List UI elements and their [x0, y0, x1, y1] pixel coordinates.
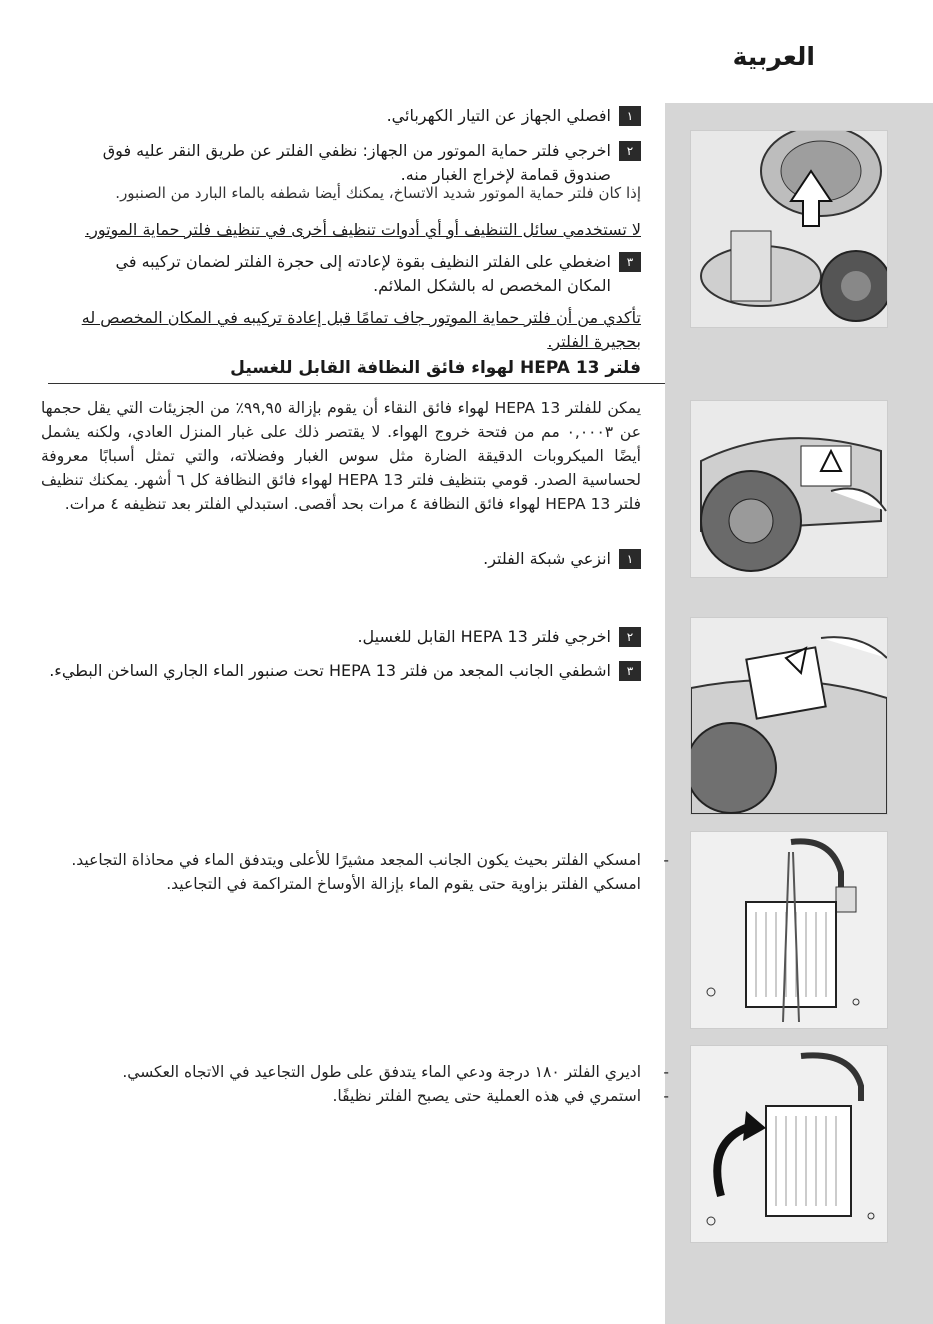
step-number: ٣: [619, 661, 641, 681]
section-heading: فلتر HEPA 13 لهواء فائق النظافة القابل للغسيل: [230, 358, 641, 378]
step-text: اضغطي على الفلتر النظيف بقوة لإعادته إلى حجرة الفلتر لضمان تركيبه في المكان المخصص له بالشكل الملائم.: [115, 252, 611, 295]
section-divider: [48, 383, 665, 384]
dash-mark: -: [663, 1063, 669, 1081]
language-title: العربية: [732, 42, 815, 71]
step-text: اشطفي الجانب المجعد من فلتر HEPA 13 تحت صنبور الماء الجاري الساخن البطيء.: [49, 661, 611, 680]
step-3: [86, 250, 641, 298]
step-text: اخرجي فلتر حماية الموتور من الجهاز: نظفي الفلتر عن طريق النقر عليه فوق صندوق قمامة لإخراج الغبار منه.: [102, 141, 611, 184]
step-text: انزعي شبكة الفلتر.: [483, 549, 611, 568]
dash-mark: -: [663, 1087, 669, 1105]
dash-text: امسكي الفلتر بحيث يكون الجانب المجعد مشيرًا للأعلى ويتدفق الماء في محاذاة التجاعيد.: [71, 851, 641, 869]
dash-text: اديري الفلتر ١٨٠ درجة ودعي الماء يتدفق على طول التجاعيد في الاتجاه العكسي.: [122, 1063, 641, 1081]
section-paragraph: يمكن للفلتر HEPA 13 لهواء فائق النقاء أن يقوم بإزالة ٩٩,٩٥٪ من الجزيئات التي يقل حجمها عن ٠,٠٠٠٣ مم من فتحة خروج الهواء. لا يقتصر ذلك على غبار المنزل العادي، ولكنه يشمل أيضًا الميكروبات الدقيقة الضارة مثل سوس الغبار وفضلاته، والتي تمثل أسبابًا معروفة لحساسية الصدر. قومي بتنظيف فلتر HEPA 13 لهواء فائق النظافة كل ٦ أشهر. يمكنك تنظيف فلتر HEPA 13 لهواء فائق النظافة ٤ مرات بحد أقصى. استبدلي الفلتر بعد تنظيفه ٤ مرات.: [41, 399, 642, 513]
step-b1: [483, 547, 641, 571]
step-b3: [49, 659, 641, 683]
step-number: ٢: [619, 141, 641, 161]
dash-text: امسكي الفلتر بزاوية حتى يقوم الماء بإزالة الأوساخ المتراكمة في التجاعيد.: [166, 875, 641, 893]
dash-item: [71, 848, 669, 872]
note-text: إذا كان فلتر حماية الموتور شديد الاتساخ، يمكنك أيضا شطفه بالماء البارد من الصنبور.: [115, 184, 641, 202]
dash-item: [122, 1060, 669, 1084]
illustration-rinse-filter: [690, 831, 888, 1029]
warning-text-2: تأكدي من أن فلتر حماية الموتور جاف تمامًا قبل إعادة تركيبه في المكان المخصص له بحجيرة الفلتر.: [81, 308, 641, 351]
dash-text: استمري في هذه العملية حتى يصبح الفلتر نظيفًا.: [332, 1087, 641, 1105]
step-number: ١: [619, 549, 641, 569]
illustration-filter-grid: [690, 400, 888, 578]
step-b2: [357, 625, 641, 649]
step-2: [86, 139, 641, 187]
dash-item: [332, 1084, 669, 1108]
step-text: افصلي الجهاز عن التيار الكهربائي.: [386, 106, 611, 125]
step-number: ١: [619, 106, 641, 126]
step-number: ٢: [619, 627, 641, 647]
illustration-motor-filter: [690, 130, 888, 328]
dash-mark: -: [663, 851, 669, 869]
dash-item: [166, 872, 641, 896]
warning-text: لا تستخدمي سائل التنظيف أو أي أدوات تنظيف أخرى في تنظيف فلتر حماية الموتور.: [85, 220, 641, 239]
step-number: ٣: [619, 252, 641, 272]
step-text: اخرجي فلتر HEPA 13 القابل للغسيل.: [357, 627, 611, 646]
illustration-remove-filter: [690, 617, 888, 815]
illustration-rotate-filter: [690, 1045, 888, 1243]
step-1: [387, 104, 641, 128]
